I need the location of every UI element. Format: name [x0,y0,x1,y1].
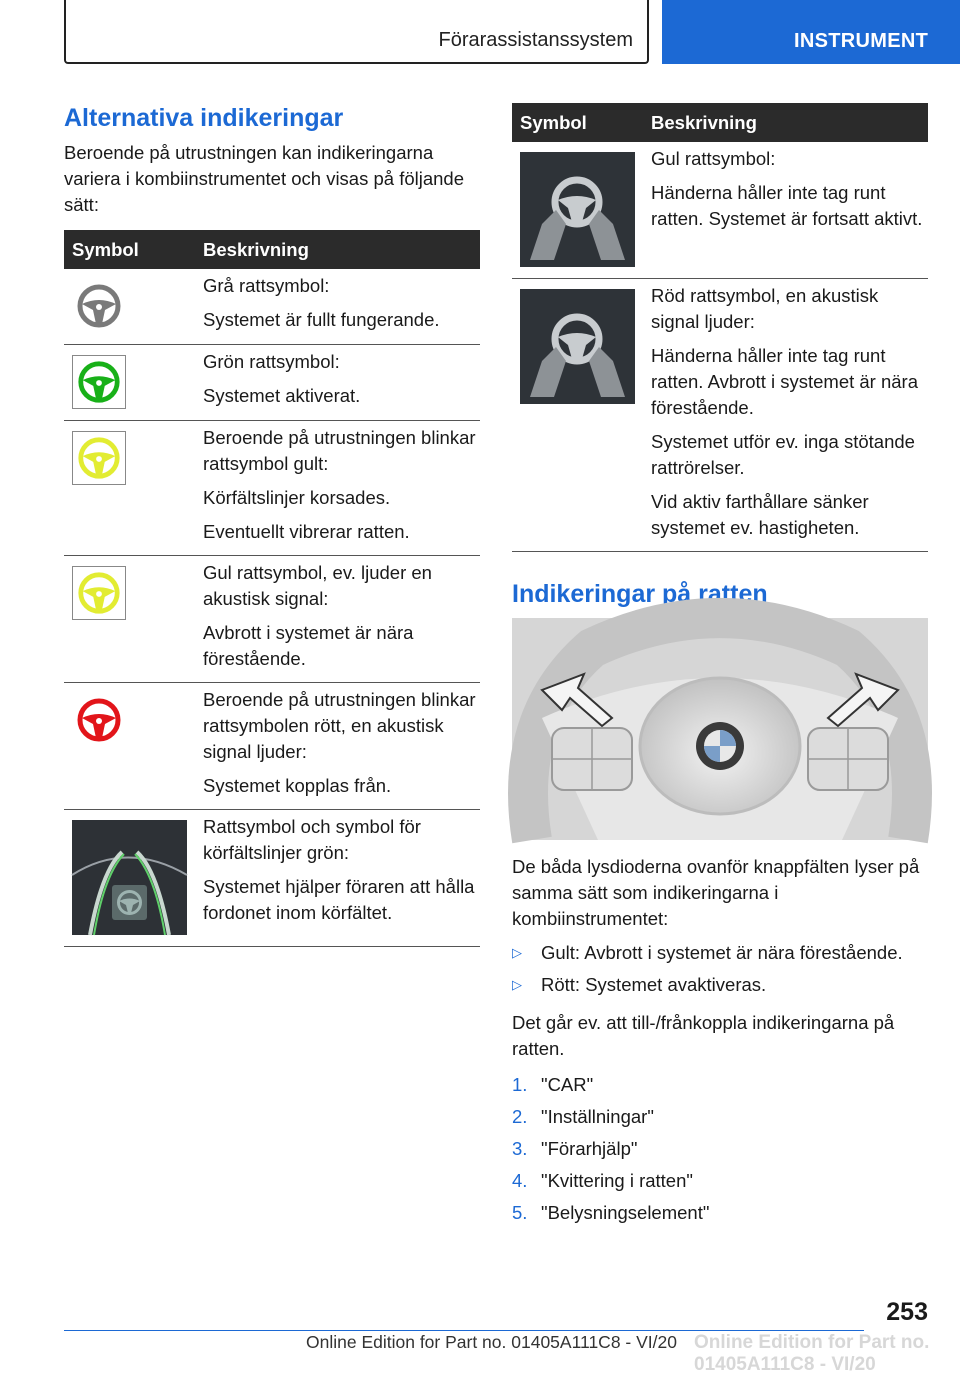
yellow-steering-wheel-icon [72,431,126,485]
list-item: 1. "CAR" [512,1073,594,1095]
grey-steering-wheel-icon [72,279,126,333]
symbol-column-header: Symbol [512,103,643,142]
row-label: Grå rattsymbol: [203,275,330,296]
row-description: Vid aktiv farthållare sänker systemet ev. hastigheten. [651,490,869,538]
row-description: Systemet är fullt fungerande. [203,309,440,330]
page-number: 253 [886,1298,928,1326]
red-steering-wheel-icon [72,693,126,747]
steering-wheel-indicators-heading: Indikeringar på ratten [512,579,768,608]
row-description: Systemet hjälper föraren att hålla fordonet inom körfältet. [203,875,475,923]
symbol-table-left [64,230,480,947]
row-label: Gul rattsymbol, ev. ljuder en akustisk signal: [203,561,432,609]
triangle-bullet-icon: ▷ [512,976,522,992]
table-row [512,278,928,551]
row-label: Grön rattsymbol: [203,350,340,372]
table-row [64,555,480,682]
section-tab [64,0,649,64]
left-column [64,100,480,947]
chapter-tab [662,0,960,64]
list-item: ▷ Gult: Avbrott i systemet är nära förestående. [512,940,928,966]
list-item: 4. "Kvittering i ratten" [512,1169,693,1191]
section-title: Förarassistanssystem [438,29,633,51]
edition-footer: Online Edition for Part no. 01405A111C8 - VI/20 [306,1332,677,1352]
list-item: 2. "Inställningar" [512,1105,654,1127]
list-item: ▷ Rött: Systemet avaktiveras. [512,972,928,998]
row-label: Beroende på utrustningen blinkar rattsymbolen rött, en akustisk signal ljuder: [203,688,476,762]
menu-steps [512,1072,928,1226]
right-column [512,103,928,1232]
table-row [64,420,480,555]
hands-on-wheel-red-icon [520,289,635,404]
row-label: Rattsymbol och symbol för körfältslinjer grön: [203,815,421,863]
row-description: Körfältslinjer korsades. [203,486,391,508]
row-description: Eventuellt vibrerar ratten. [203,520,410,542]
watermark: Online Edition for Part no. 01405A111C8 - VI/20 [694,1332,930,1375]
symbol-column-header: Symbol [64,230,195,269]
footer-divider [64,1330,864,1331]
row-label: Röd rattsymbol, en akustisk signal ljuder: [651,284,879,332]
hands-on-wheel-yellow-icon [520,152,635,267]
row-description: Systemet aktiverat. [203,384,361,406]
steps-intro: Det går ev. att till-/frånkoppla indikeringarna på ratten. [512,1011,895,1059]
yellow-steering-wheel-icon [72,566,126,620]
list-item: 5. "Belysningselement" [512,1201,710,1223]
table-row [64,344,480,420]
indicator-bullets [512,940,928,998]
row-description: Avbrott i systemet är nära förestående. [203,621,414,669]
row-label: Gul rattsymbol: [651,148,776,169]
table-row [64,809,480,946]
photo-caption: De båda lysdioderna ovanför knappfälten lyser på samma sätt som indikeringarna i kombiinstrumentet: [512,855,920,929]
row-description: Systemet kopplas från. [203,774,392,796]
steering-wheel-photo [512,618,928,840]
lane-lines-steering-wheel-icon [72,820,187,935]
alternative-indicators-heading: Alternativa indikeringar [64,104,344,132]
green-steering-wheel-icon [72,355,126,409]
list-item: 3. "Förarhjälp" [512,1137,638,1159]
description-column-header: Beskrivning [643,103,928,142]
row-description: Systemet utför ev. inga stötande rattrörelser. [651,430,915,478]
alternative-indicators-intro: Beroende på utrustningen kan indikeringarna variera i kombiinstrumentet och visas på följande sätt: [64,142,464,215]
row-description: Händerna håller inte tag runt ratten. Systemet är fortsatt aktivt. [651,182,923,229]
description-column-header: Beskrivning [195,230,480,269]
symbol-table-right [512,103,928,552]
table-row [64,682,480,809]
row-description: Händerna håller inte tag runt ratten. Avbrott i systemet är nära förestående. [651,344,919,418]
chapter-title: INSTRUMENT [794,30,929,52]
table-row [512,142,928,278]
table-row [64,269,480,344]
row-label: Beroende på utrustningen blinkar rattsymbol gult: [203,426,476,474]
triangle-bullet-icon: ▷ [512,944,522,960]
